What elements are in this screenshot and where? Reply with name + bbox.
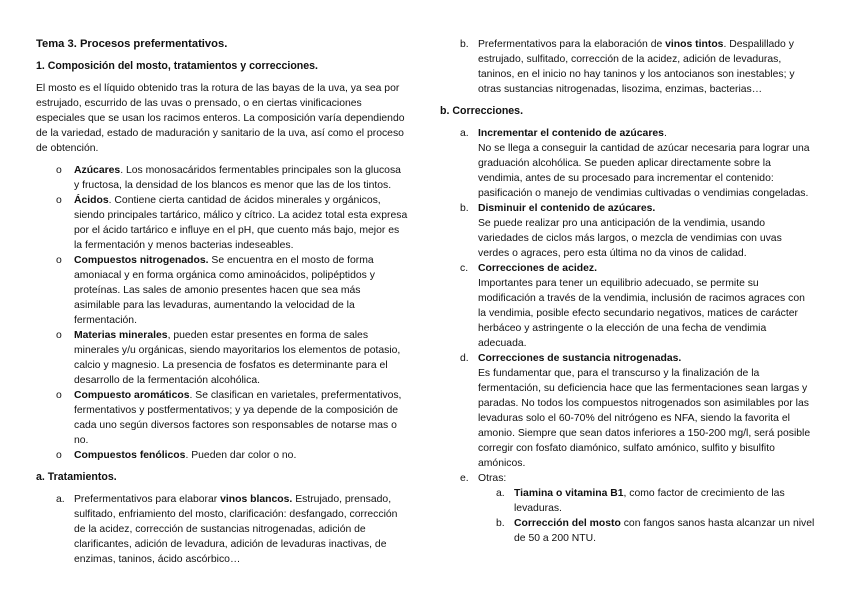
item-marker: a. bbox=[460, 128, 469, 139]
item-text: con fangos sanos hasta alcanzar un nivel de 50 a 200 NTU. bbox=[514, 518, 815, 544]
item-term: Ácidos bbox=[74, 195, 109, 206]
item-text: Estrujado, prensado, sulfitado, enfriamiento del mosto, clarificación: desfangado, corrección de la acidez, corrección de sustancias nitrogenadas, adición de clarificantes, adición de levadura, adición de levaduras inactivas, de enzimas, taninos, ácido ascórbico… bbox=[74, 494, 398, 565]
item-text: Prefermentativos para la elaboración de bbox=[478, 39, 666, 50]
tratamientos-list-continued bbox=[440, 37, 815, 97]
bullet-marker: o bbox=[56, 390, 62, 401]
item-text: . bbox=[663, 128, 667, 139]
list-item bbox=[36, 328, 408, 388]
item-text: , pueden estar presentes en forma de sales minerales y/u orgánicas, siendo mayoritarios los elementos de potasio, calcio y magnesio. La presencia de fosfatos es determinante para el desarrollo de la fermentación alcohólica. bbox=[74, 330, 401, 386]
correcciones-list bbox=[440, 126, 815, 546]
components-list bbox=[36, 163, 408, 463]
list-item bbox=[440, 261, 815, 351]
list-item bbox=[440, 201, 815, 261]
item-text: Importantes para tener un equilibrio adecuado, se permite su modificación a través de la vendimia, inclusión de racimos agraces con la vendimia, posible efecto secundario negativos, matices de carácter herbáceo y astringente o la elección de una fecha de vendimia adecuada. bbox=[478, 278, 805, 349]
document-title: Tema 3. Procesos prefermentativos. bbox=[36, 38, 228, 50]
bullet-marker: o bbox=[56, 195, 62, 206]
item-text: Prefermentativos para elaborar bbox=[74, 494, 221, 505]
list-item bbox=[36, 388, 408, 448]
bullet-marker: o bbox=[56, 450, 62, 461]
list-item bbox=[36, 193, 408, 253]
item-marker: e. bbox=[460, 473, 469, 484]
list-item bbox=[440, 351, 815, 471]
item-text: . Contiene cierta cantidad de ácidos minerales y orgánicos, siendo principales tartárico, málico y cítrico. La acidez total esta expresa por el ácido tartárico e influye en el pH, que cuento más bajo, mejor es la fermentación y menos bacterias indeseables. bbox=[74, 195, 408, 251]
item-text: No se llega a conseguir la cantidad de azúcar necesaria para lograr una graduación alcohólica. Se pueden aplicar directamente sobre la vendimia, antes de su procesado para incrementar el contenido: pasificación o manejo de vendimias cultivadas o vendimias congeladas. bbox=[478, 143, 810, 199]
item-term: vinos blancos. bbox=[220, 494, 293, 505]
item-text: . Los monosacáridos fermentables principales son la glucosa y fructosa, la densidad de los blancos es menor que las de los tintos. bbox=[74, 165, 401, 191]
item-term: Incrementar el contenido de azúcares bbox=[478, 128, 664, 139]
list-item bbox=[36, 448, 408, 463]
item-term: Azúcares bbox=[74, 165, 121, 176]
item-marker: b. bbox=[496, 518, 505, 529]
item-term: vinos tintos bbox=[665, 39, 724, 50]
item-marker: d. bbox=[460, 353, 469, 364]
item-marker: b. bbox=[460, 39, 469, 50]
item-term: Compuestos fenólicos bbox=[74, 450, 186, 461]
section-heading-correcciones: b. Correcciones. bbox=[440, 105, 524, 117]
section-heading-tratamientos: a. Tratamientos. bbox=[36, 471, 117, 483]
intro-paragraph: El mosto es el líquido obtenido tras la rotura de las bayas de la uva, ya sea por estrujado, escurrido de las uvas o prensado, o en ciertas vinificaciones especiales que se usan los racimos enteros. La composición varía dependiendo de la variedad, estado de maduración y sanitario de la uva, así como el proceso de obtención. bbox=[36, 83, 405, 154]
item-term: Correcciones de acidez. bbox=[478, 263, 597, 274]
bullet-marker: o bbox=[56, 330, 62, 341]
bullet-marker: o bbox=[56, 255, 62, 266]
item-marker: c. bbox=[460, 263, 469, 274]
item-term: Correcciones de sustancia nitrogenadas. bbox=[478, 353, 682, 364]
list-item bbox=[36, 163, 408, 193]
tratamientos-list bbox=[36, 492, 408, 567]
item-term: Materias minerales bbox=[74, 330, 168, 341]
section-heading-composition: 1. Composición del mosto, tratamientos y correcciones. bbox=[36, 60, 318, 72]
item-term: Compuesto aromáticos bbox=[74, 390, 190, 401]
item-text: Se puede realizar pro una anticipación de la vendimia, usando variedades de ciclos más largos, o mezcla de vendimias con uvas verdes o agraces, pero esta última no da vinos de calidad. bbox=[478, 218, 782, 259]
item-term: Tiamina o vitamina B1 bbox=[514, 488, 624, 499]
list-item bbox=[440, 126, 815, 201]
item-marker: b. bbox=[460, 203, 469, 214]
item-term: Disminuir el contenido de azúcares. bbox=[478, 203, 656, 214]
bullet-marker: o bbox=[56, 165, 62, 176]
otras-sublist bbox=[478, 486, 815, 546]
list-item bbox=[478, 516, 815, 546]
item-term: Corrección del mosto bbox=[514, 518, 621, 529]
item-text: Otras: bbox=[478, 473, 507, 484]
list-item bbox=[440, 37, 815, 97]
list-item bbox=[36, 253, 408, 328]
item-text: Se encuentra en el mosto de forma amoniacal y en forma orgánica como aminoácidos, polipéptidos y proteínas. Las sales de amonio presentes hacen que sea más asimilable para las levaduras, aumentando la velocidad de la fermentación. bbox=[74, 255, 375, 326]
list-item bbox=[478, 486, 815, 516]
item-term: Compuestos nitrogenados. bbox=[74, 255, 209, 266]
item-text: . Se clasifican en varietales, prefermentativos, fermentativos y postfermentativos; y ya depende de la composición de cada uno según diversos factores son responsables de notarse mas o no. bbox=[74, 390, 402, 446]
item-marker: a. bbox=[496, 488, 505, 499]
right-column bbox=[440, 37, 815, 553]
item-marker: a. bbox=[56, 494, 65, 505]
list-item bbox=[440, 471, 815, 546]
item-text: . Despalillado y estrujado, sulfitado, corrección de la acidez, adición de levaduras, taninos, en el inicio no hay taninos y los antocianos son inestables; y otras sustancias nitrogenadas, lisozima, enzimas, bacterias… bbox=[478, 39, 795, 95]
item-text: , como factor de crecimiento de las levaduras. bbox=[514, 488, 785, 514]
item-text: Es fundamentar que, para el transcurso y la finalización de la fermentación, su deficiencia hace que las fermentaciones sean largas y paradas. No todos los compuestos nitrogenados son asimilables por las levaduras solo el 60-70% del nitrógeno es NFA, siendo la favorita el amonio. Siempre que sean datos inferiores a 150-200 mg/l, será posible corregir con fosfato diamónico, sulfato amónico, sulfito y bisulfito amónicos. bbox=[478, 368, 811, 469]
left-column bbox=[36, 37, 408, 574]
item-text: . Pueden dar color o no. bbox=[185, 450, 297, 461]
list-item bbox=[36, 492, 408, 567]
